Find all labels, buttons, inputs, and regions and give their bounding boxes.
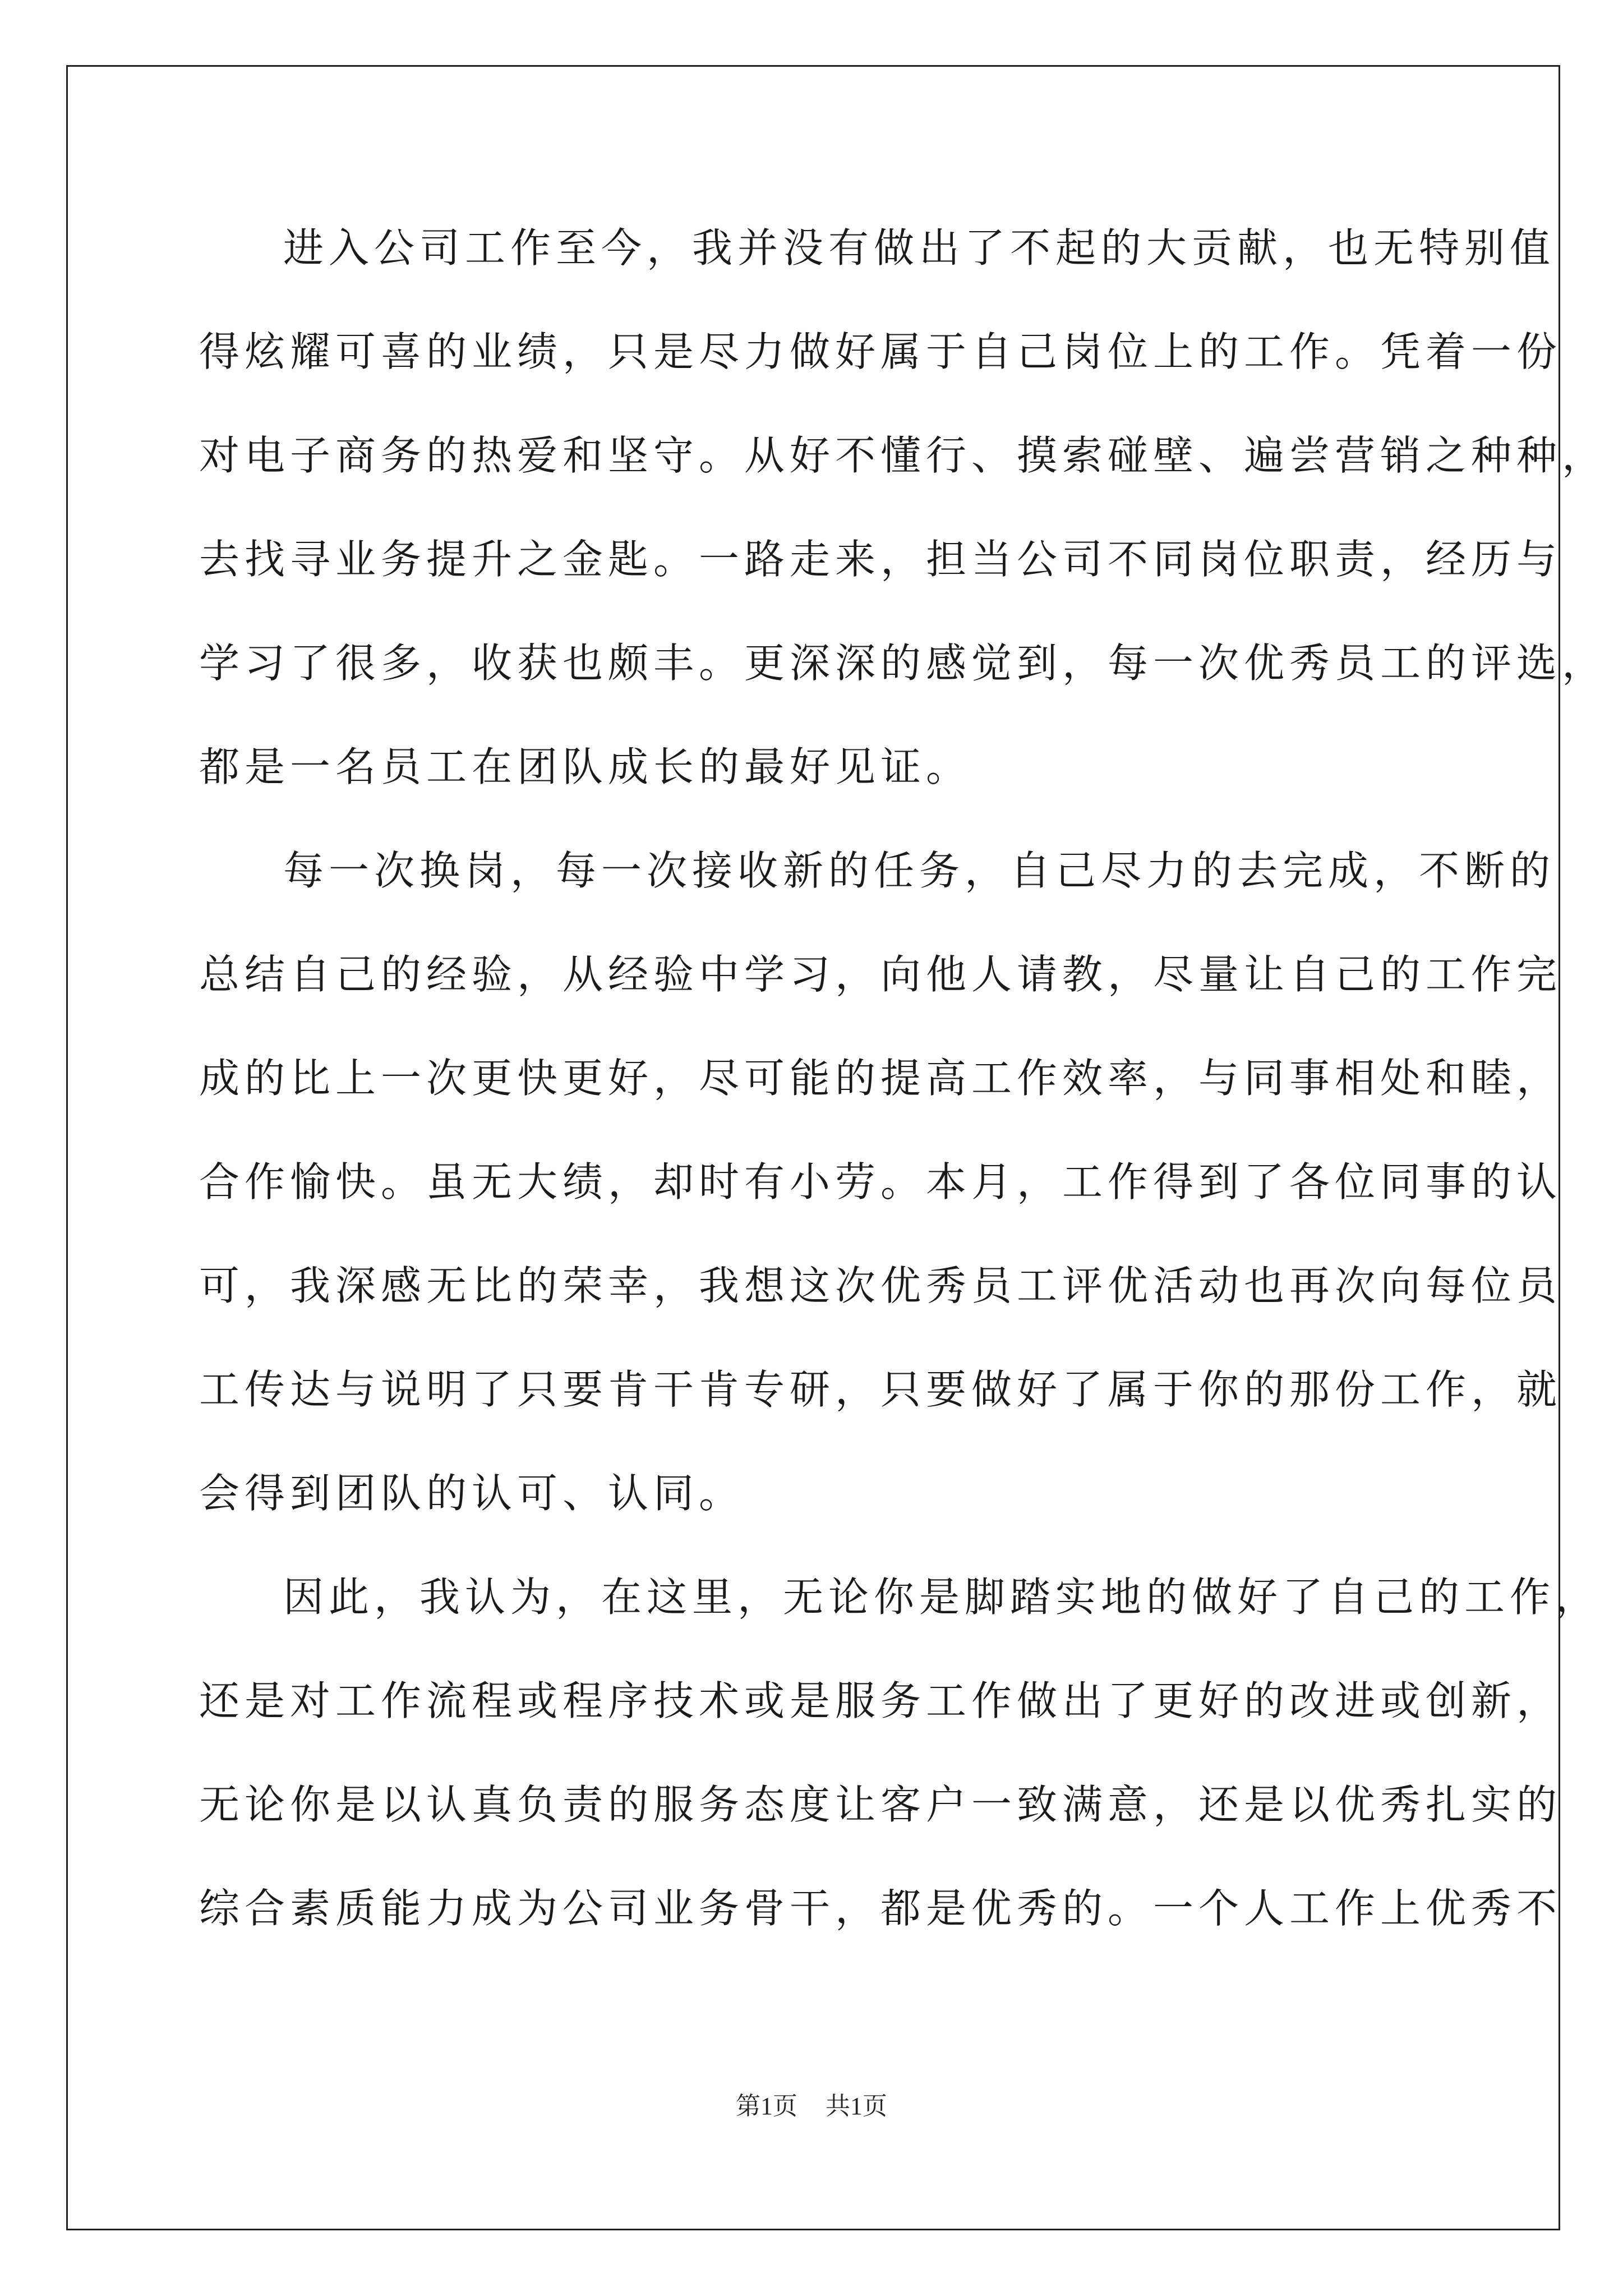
paragraph-3-line-4: 综合素质能力成为公司业务骨干，都是优秀的。一个人工作上优秀不	[199, 1885, 1562, 1932]
page-number-total: 共1页	[826, 2092, 887, 2120]
paragraph-2-line-4: 合作愉快。虽无大绩，却时有小劳。本月，工作得到了各位同事的认	[199, 1158, 1562, 1205]
page-footer	[0, 2090, 1623, 2123]
paragraph-3-line-3: 无论你是以认真负责的服务态度让客户一致满意，还是以优秀扎实的	[199, 1781, 1562, 1828]
paragraph-1-line-6: 都是一名员工在团队成长的最好见证。	[199, 743, 972, 790]
paragraph-2-line-2: 总结自己的经验，从经验中学习，向他人请教，尽量让自己的工作完	[199, 951, 1562, 998]
paragraph-1-line-4: 去找寻业务提升之金匙。一路走来，担当公司不同岗位职责，经历与	[199, 536, 1562, 583]
paragraph-1-line-1: 进入公司工作至今，我并没有做出了不起的大贡献，也无特别值	[283, 224, 1556, 272]
paragraph-2-line-5: 可，我深感无比的荣幸，我想这次优秀员工评优活动也再次向每位员	[199, 1262, 1562, 1309]
paragraph-3-line-2: 还是对工作流程或程序技术或是服务工作做出了更好的改进或创新，	[199, 1677, 1562, 1724]
page-number-current: 第1页	[736, 2092, 797, 2120]
paragraph-2-line-7: 会得到团队的认可、认同。	[199, 1470, 745, 1517]
paragraph-2-line-1: 每一次换岗，每一次接收新的任务，自己尽力的去完成，不断的	[283, 847, 1556, 894]
paragraph-1-line-2: 得炫耀可喜的业绩，只是尽力做好属于自己岗位上的工作。凭着一份	[199, 328, 1562, 375]
paragraph-2-line-3: 成的比上一次更快更好，尽可能的提高工作效率，与同事相处和睦，	[199, 1055, 1562, 1102]
document-body	[199, 209, 1608, 1973]
paragraph-1-line-5: 学习了很多，收获也颇丰。更深深的感觉到，每一次优秀员工的评选，	[199, 639, 1608, 687]
paragraph-2-line-6: 工传达与说明了只要肯干肯专研，只要做好了属于你的那份工作，就	[199, 1366, 1562, 1413]
paragraph-3-line-1: 因此，我认为，在这里，无论你是脚踏实地的做好了自己的工作，	[283, 1573, 1601, 1621]
paragraph-1-line-3: 对电子商务的热爱和坚守。从好不懂行、摸索碰壁、遍尝营销之种种，	[199, 432, 1608, 479]
